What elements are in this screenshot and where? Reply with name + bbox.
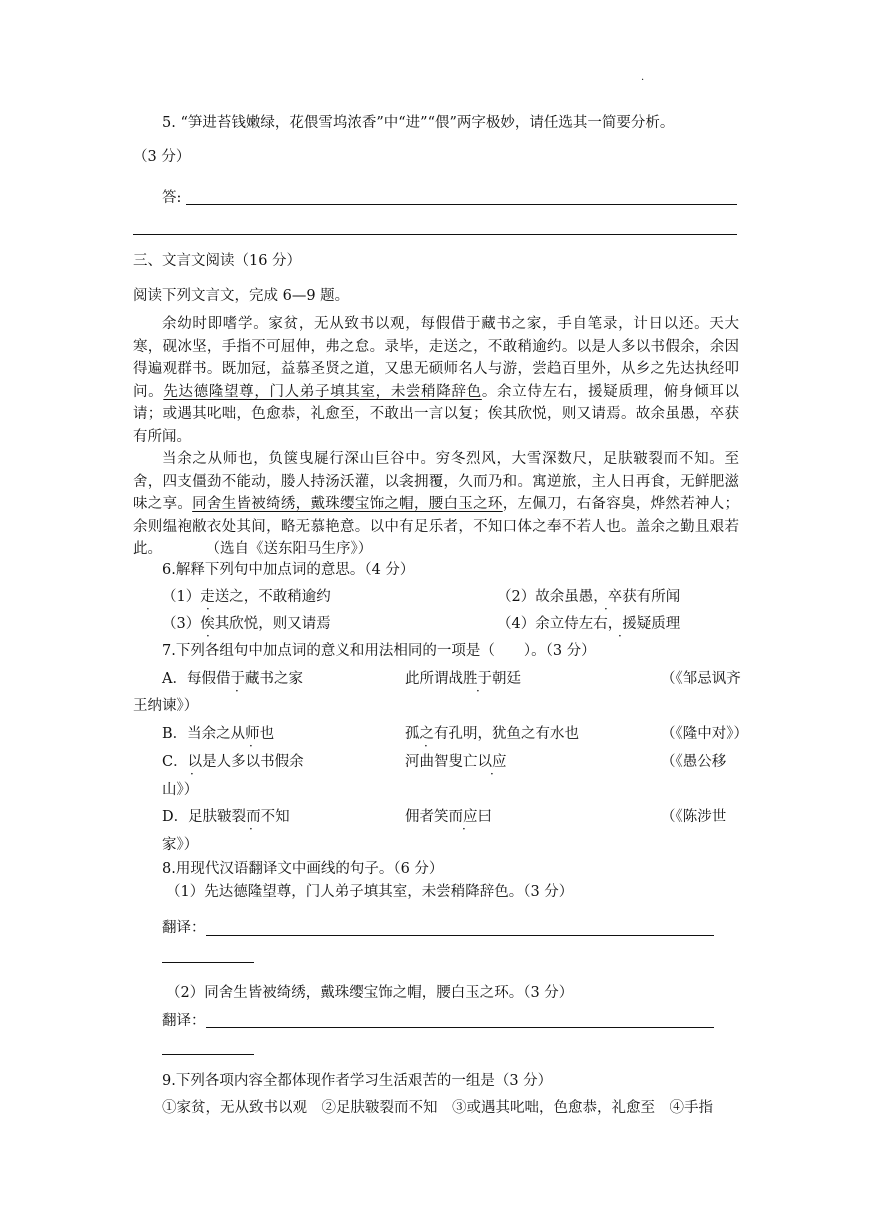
q5-answer-line[interactable] <box>186 204 737 205</box>
page-mark: . <box>641 72 645 83</box>
section-title: 三、文言文阅读（16 分） <box>133 253 302 269</box>
q8-translate-label-1: 翻译： <box>162 920 206 936</box>
q8-translate-line-2[interactable] <box>206 1027 714 1028</box>
passage-paragraph-1 <box>133 313 739 448</box>
q8-translate-line-2b[interactable] <box>162 1054 254 1055</box>
q7-title: 7.下列各组句中加点词的意义和用法相同的一项是（ ）。（3 分） <box>162 643 596 659</box>
passage-p2-text-b: ，左佩刀，右备容臭，烨然若神人；余则缊袍敝衣处其间，略无慕艳意。以中有足乐者，不知口体之奉不若人也。盖余之勤且艰若此。 <box>133 496 740 557</box>
q7-option-a-source-cont: 王纳谏》） <box>133 698 199 714</box>
passage-p1-underlined: 先达德隆望尊，门人弟子填其室，未尝稍降辞色 <box>163 383 482 400</box>
q7-option-d-source-cont: 家》） <box>162 837 199 853</box>
emphasis-dot: · <box>462 822 466 836</box>
q7-option-a-source: （《邹忌讽齐 <box>661 671 741 687</box>
q7-option-a-mid: 此所谓战胜于朝廷 <box>405 671 521 687</box>
q7-option-c-left: C．以是人多以书假余 <box>162 754 304 770</box>
emphasis-dot: · <box>206 602 210 616</box>
q7-option-d-source: （《陈涉世 <box>661 809 727 825</box>
passage-p2-text-a: 当余之从师也，负箧曳屣行深山巨谷中。穷冬烈风，大雪深数尺，足肤皲裂而不知。至舍，四支僵劲不能动，媵人持汤沃灌，以衾拥覆，久而乃和。寓逆旅，主人日再食，无鲜肥滋味之享。 <box>133 451 739 512</box>
q8-translate-line-1b[interactable] <box>162 962 254 963</box>
q7-option-b-source: （《隆中对》） <box>661 726 748 742</box>
q8-item-2: （2）同舍生皆被绮绣，戴珠缨宝饰之帽，腰白玉之环。（3 分） <box>166 985 574 1001</box>
q6-title: 6.解释下列句中加点词的意思。（4 分） <box>162 562 415 578</box>
q5-score: （3 分） <box>133 149 191 165</box>
q7-option-c-source-cont: 山》） <box>162 782 199 798</box>
emphasis-dot: · <box>249 822 253 836</box>
passage-source: （选自《送东阳马生序》） <box>212 541 373 557</box>
q5-answer-line-2[interactable] <box>133 234 737 235</box>
q6-item-2: （2）故余虽愚，卒获有所闻 <box>497 589 681 605</box>
q7-option-d-mid: 佣者笑而应曰 <box>405 809 492 825</box>
passage-paragraph-2 <box>133 448 739 561</box>
q7-option-c-mid: 河曲智叟亡以应 <box>405 754 507 770</box>
q7-option-b-left: B．当余之从师也 <box>162 726 275 742</box>
emphasis-dot: · <box>618 629 622 643</box>
q9-options: ①家贫，无从致书以观 ②足肤皲裂而不知 ③或遇其叱咄，色愈恭，礼愈至 ④手指 <box>162 1100 713 1116</box>
emphasis-dot: · <box>476 684 480 698</box>
q7-option-a-left: A．每假借于藏书之家 <box>162 671 303 687</box>
passage-p1-text-a: 余幼时即嗜学。家贫，无从致书以观，每假借于藏书之家，手自笔录，计日以还。天大寒，砚冰坚，手指不可屈伸，弗之怠。录毕，走送之，不敢稍逾约。以是人多以书假余，余因得遍观群书。既加冠，益慕圣贤之道，又患无硕师名人与游，尝趋百里外，从乡之先达执经叩问。 <box>133 316 739 400</box>
q8-item-1: （1）先达德隆望尊，门人弟子填其室，未尝稍降辞色。（3 分） <box>166 884 574 900</box>
q8-title: 8.用现代汉语翻译文中画线的句子。（6 分） <box>162 861 444 877</box>
emphasis-dot: · <box>490 767 494 781</box>
emphasis-dot: · <box>190 767 194 781</box>
q7-option-d-left: D．足肤皲裂而不知 <box>162 809 290 825</box>
section-instruction: 阅读下列文言文，完成 6—9 题。 <box>133 288 350 304</box>
emphasis-dot: · <box>249 739 253 753</box>
emphasis-dot: · <box>206 629 210 643</box>
q9-title: 9.下列各项内容全都体现作者学习生活艰苦的一组是（3 分） <box>162 1073 553 1089</box>
emphasis-dot: · <box>424 739 428 753</box>
q7-option-c-source: （《愚公移 <box>661 754 727 770</box>
q5-answer-label: 答: <box>162 190 182 206</box>
q6-item-1: （1）走送之，不敢稍逾约 <box>162 589 331 605</box>
passage-p2-underlined: 同舍生皆被绮绣，戴珠缨宝饰之帽，腰白玉之环 <box>192 496 503 512</box>
emphasis-dot: · <box>235 684 239 698</box>
q8-translate-label-2: 翻译： <box>162 1013 206 1029</box>
passage-p1-text-b: 。余立侍左右，援疑质理，俯身倾耳以请；或遇其叱咄，色愈恭，礼愈至，不敢出一言以复；俟其欣悦，则又请焉。故余虽愚，卒获有所闻。 <box>133 383 740 445</box>
q8-translate-line-1[interactable] <box>206 935 714 936</box>
q5-text: 5. “笋进苔钱嫩绿，花偎雪坞浓香”中“进”“偎”两字极妙，请任选其一简要分析。 <box>162 115 675 131</box>
q6-item-3: （3）俟其欣悦，则又请焉 <box>162 616 331 632</box>
emphasis-dot: · <box>604 602 608 616</box>
q7-option-b-mid: 孤之有孔明，犹鱼之有水也 <box>405 726 579 742</box>
q6-item-4: （4）余立侍左右，援疑质理 <box>497 616 681 632</box>
